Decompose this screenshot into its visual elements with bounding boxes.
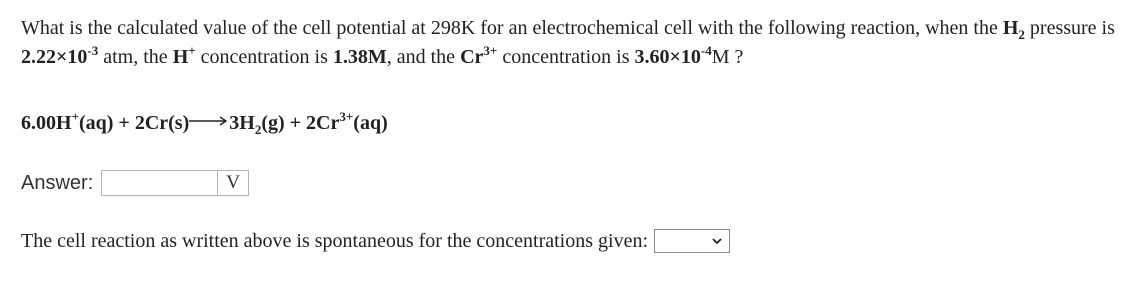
question-text [21, 14, 1139, 72]
eq-right-state: (g) + 2Cr [261, 112, 340, 134]
conc-text: concentration is [195, 46, 333, 68]
eq-left-species: 6.00H [21, 112, 72, 134]
eq-right-sup: 3+ [339, 109, 354, 124]
eq-right-species: 3H [229, 112, 255, 134]
and-text: , and the [386, 46, 461, 68]
reaction-arrow-icon [189, 115, 229, 127]
question-line1: What is the calculated value of the cell potential at 298K for an electrochemical cell with the following reaction, when the [21, 17, 998, 39]
spontaneous-select[interactable] [654, 229, 730, 253]
h2-subscript: 2 [1018, 27, 1025, 42]
eq-right-state-2: (aq) [353, 112, 388, 134]
atm-text: atm, the [98, 46, 173, 68]
eq-right-sub: 2 [254, 122, 262, 137]
h2-symbol: H [1002, 17, 1019, 39]
answer-label: Answer: [21, 171, 94, 194]
answer-row [21, 170, 249, 196]
pressure-exponent: -3 [87, 43, 99, 58]
chemical-equation [21, 109, 388, 137]
cr-charge: 3+ [483, 43, 498, 58]
hplus-sup: + [188, 43, 196, 58]
h-concentration: 1.38M [332, 46, 387, 68]
spontaneous-row [21, 229, 730, 253]
cr-concentration-exponent: -4 [700, 43, 712, 58]
pressure-value: 2.22×10 [21, 46, 88, 68]
chevron-down-icon [711, 235, 723, 247]
pressure-text: pressure is [1024, 17, 1115, 39]
unit-label: V [218, 170, 249, 196]
eq-left-state: (aq) + 2Cr(s) [78, 112, 190, 134]
hplus-symbol: H [172, 46, 189, 68]
spontaneous-question: The cell reaction as written above is spontaneous for the concentrations given: [21, 229, 649, 252]
cr-concentration: 3.60×10 [634, 46, 701, 68]
question-end: ? [729, 46, 744, 68]
cr-concentration-unit: M [711, 46, 730, 68]
conc-text-2: concentration is [497, 46, 635, 68]
eq-left-sup: + [71, 109, 79, 124]
cr-ion: Cr [460, 46, 484, 68]
answer-input[interactable] [101, 170, 218, 196]
